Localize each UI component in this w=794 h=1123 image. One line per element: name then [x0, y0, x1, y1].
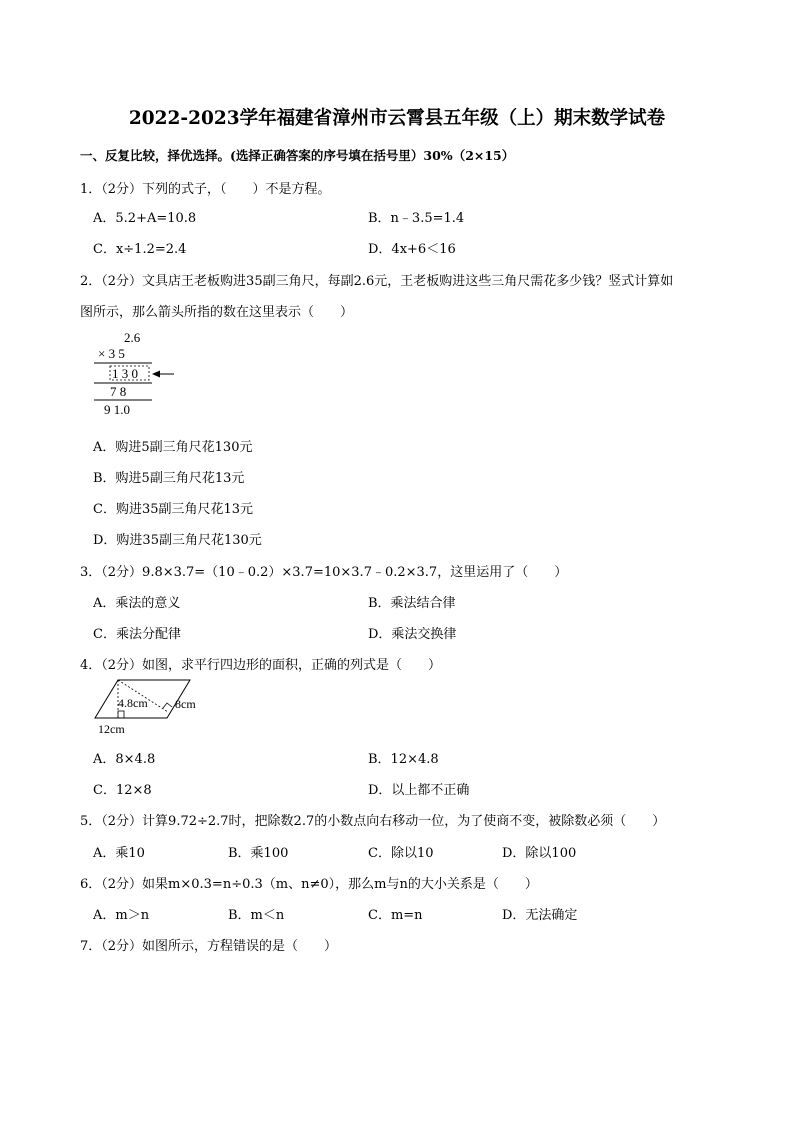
q2-option-b: B．购进5副三角尺花13元 — [93, 471, 245, 486]
q2-option-c: C．购进35副三角尺花13元 — [93, 502, 254, 517]
question-4-stem: 4．（2分）如图，求平行四边形的面积，正确的列式是（ ） — [80, 658, 442, 673]
question-7-stem: 7．（2分）如图所示，方程错误的是（ ） — [80, 939, 338, 954]
page-title: 2022-2023学年福建省漳州市云霄县五年级（上）期末数学试卷 — [128, 108, 666, 129]
q3-option-a: A．乘法的意义 — [93, 596, 181, 611]
question-3-stem: 3．（2分）9.8×3.7=（10﹣0.2）×3.7=10×3.7﹣0.2×3.7，这里运用了（ ） — [80, 565, 568, 580]
calc-row-4: 7 8 — [110, 384, 127, 399]
calc-row-5: 9 1.0 — [104, 402, 130, 417]
question-2-stem-line1: 2．（2分）文具店王老板购进35副三角尺，每副2.6元，王老板购进这些三角尺需花多少钱？竖式计算如 — [80, 274, 674, 289]
q3-option-d: D．乘法交换律 — [368, 627, 457, 642]
q6-option-c: C．m=n — [368, 908, 423, 923]
q4-option-a: A．8×4.8 — [93, 752, 156, 767]
q5-option-c: C．除以10 — [368, 846, 434, 861]
q1-option-a: A．5.2+A=10.8 — [93, 211, 197, 226]
base-label: 12cm — [98, 722, 125, 736]
q1-option-d: D．4x+6＜16 — [368, 242, 456, 257]
question-1-stem: 1．（2分）下列的式子，（ ）不是方程。 — [80, 182, 331, 197]
q5-option-d: D．除以100 — [502, 846, 577, 861]
section-heading: 一、反复比较，择优选择。(选择正确答案的序号填在括号里）30%（2×15） — [80, 148, 515, 163]
q4-option-b: B．12×4.8 — [368, 752, 439, 767]
q6-option-b: B．m＜n — [228, 908, 285, 923]
side-label: 8cm — [175, 697, 196, 711]
question-6-stem: 6．（2分）如果m×0.3=n÷0.3（m、n≠0），那么m与n的大小关系是（ ） — [80, 877, 538, 892]
right-angle-mark — [118, 711, 124, 718]
question-5-stem: 5．（2分）计算9.72÷2.7时，把除数2.7的小数点向右移动一位，为了使商不变，被除数必须（ ） — [80, 814, 666, 829]
q1-option-b: B．n﹣3.5=1.4 — [368, 211, 465, 226]
q3-option-b: B．乘法结合律 — [368, 596, 456, 611]
arrow-icon — [152, 371, 160, 378]
q1-option-c: C．x÷1.2=2.4 — [93, 242, 187, 257]
q2-option-d: D．购进35副三角尺花130元 — [93, 533, 262, 548]
vertical-multiplication-figure — [90, 328, 180, 420]
right-angle-mark-2 — [163, 703, 172, 708]
q4-option-c: C．12×8 — [93, 783, 152, 798]
q5-option-b: B．乘100 — [228, 846, 289, 861]
height-label: 4.8cm — [118, 696, 148, 710]
parallelogram-figure — [90, 674, 220, 740]
calc-row-2: × 3 5 — [98, 346, 125, 361]
q3-option-c: C．乘法分配律 — [93, 627, 181, 642]
q6-option-a: A．m＞n — [93, 908, 150, 923]
q5-option-a: A．乘10 — [93, 846, 145, 861]
q2-option-a: A．购进5副三角尺花130元 — [93, 440, 253, 455]
question-2-stem-line2: 图所示，那么箭头所指的数在这里表示（ ） — [80, 305, 354, 320]
calc-row-1: 2.6 — [124, 330, 141, 345]
calc-row-3: 1 3 0 — [112, 366, 138, 381]
q6-option-d: D．无法确定 — [502, 908, 578, 923]
q4-option-d: D．以上都不正确 — [368, 783, 470, 798]
